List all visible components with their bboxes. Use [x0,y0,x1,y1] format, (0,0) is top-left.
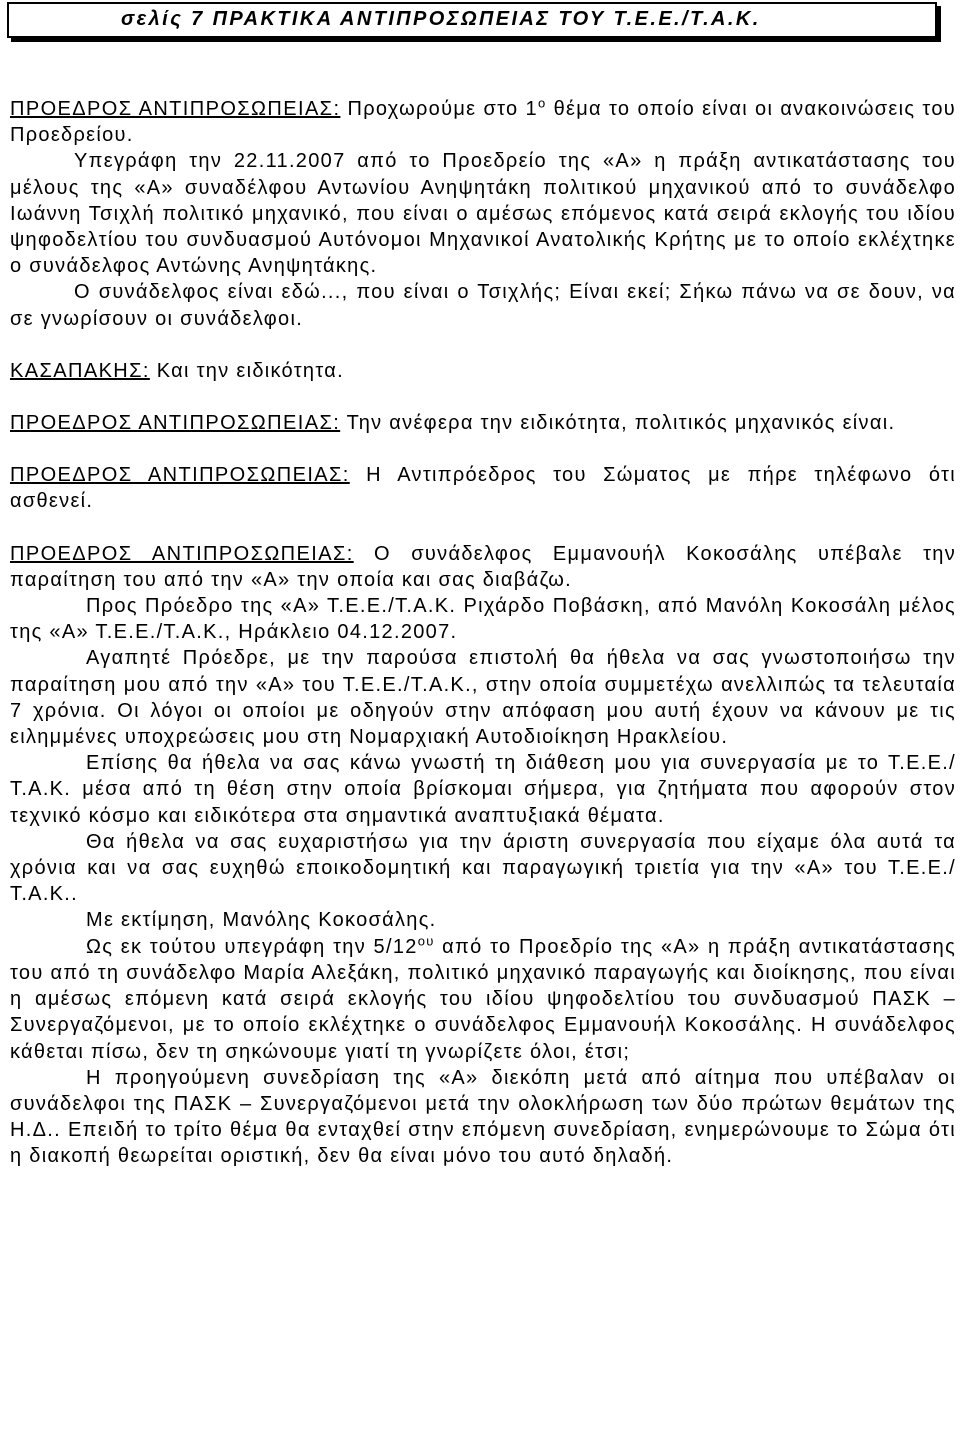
paragraph [10,358,956,384]
speaker-label: ΠΡΟΕΔΡΟΣ ΑΝΤΙΠΡΟΣΩΠΕΙΑΣ: [10,542,354,565]
paragraph: Προς Πρόεδρο της «Α» Τ.Ε.Ε./Τ.Α.Κ. Ριχάρδο Πoβάσκη, από Μανόλη Κοκοσάλη μέλος της «Α» Τ.Ε.Ε./Τ.Α.Κ., Ηράκλειο 04.12.2007. [10,595,956,644]
paragraph: Η προηγούμενη συνεδρίαση της «Α» διεκόπη μετά από αίτημα που υπέβαλαν οι συνάδελφοι της ΠΑΣΚ – Συνεργαζόμενοι μετά την ολοκλήρωση των δύο πρώτων θεμάτων της Η.Δ.. Επειδή το τρίτο θέμα θα ενταχθεί στην επόμενη συνεδρίαση, ενημερώνουμε το Σώμα ότι η διακοπή θεωρείται οριστική, δεν θα είναι μόνο του αυτό δηλαδή. [10,1066,956,1168]
paragraph-text: από το Προεδρίο της «Α» η πράξη αντικατάστασης του από τη συνάδελφο Μαρία Αλεξάκη, πολιτικό μηχανικό παραγωγής και διοίκησης, που είναι η αμέσως επόμενη κατά σειρά εκλογής του ιδίου ψηφοδελτίου του συνδυασμού ΠΑΣΚ – Συνεργαζόμενοι, με το οποίο εκλέχτηκε ο συνάδελφος Εμμανουήλ Κοκοσάλης. Η συνάδελφος κάθεται πίσω, δεν τη σηκώνουμε γιατί τη γνωρίζετε όλοι, έτσι; [10,935,957,1063]
paragraph-text: Ως εκ τούτου υπεγράφη την 5/12 [86,935,418,958]
superscript: ου [417,933,435,949]
paragraph [10,96,956,148]
paragraph: Υπεγράφη την 22.11.2007 από το Προεδρείο της «Α» η πράξη αντικατάστασης του μέλους της «Α» συναδέλφου Αντωνίου Ανηψητάκη πολιτικού μηχανικού από το συνάδελφο Ιωάννη Τσιχλή πολιτικό μηχανικό, που είναι ο αμέσως επόμενος κατά σειρά εκλογής του ιδίου ψηφοδελτίου του συνδυασμού Αυτόνομοι Μηχανικοί Ανατολικής Κρήτης με το οποίο εκλέχτηκε ο συνάδελφος Αντώνης Ανηψητάκης. [10,150,956,278]
paragraph-text: θέμα το οποίο είναι οι ανακοινώσεις του Προεδρείου. [10,98,956,147]
speaker-label: ΠΡΟΕΔΡΟΣ ΑΝΤΙΠΡΟΣΩΠΕΙΑΣ: [10,464,350,487]
paragraph: Αγαπητέ Πρόεδρε, με την παρούσα επιστολή θα ήθελα να σας γνωστοποιήσω την παραίτηση μου από την «Α» του Τ.Ε.Ε./Τ.Α.Κ., στην οποία συμμετέχω ανελλιπώς τα τελευταία 7 χρόνια. Οι λόγοι οι οποίοι με οδηγούν στην απόφαση μου αυτή έχουν να κάνουν με τις ειλημμένες υποχρεώσεις μου στη Νομαρχιακή Αυτοδιοίκηση Ηρακλείου. [10,647,956,749]
paragraph: Επίσης θα ήθελα να σας κάνω γνωστή τη διάθεση μου για συνεργασία με το Τ.Ε.Ε./Τ.Α.Κ. μέσα από τη θέση στην οποία βρίσκομαι σήμερα, για ζητήματα που αφορούν στον τεχνικό κόσμο και ειδικότερα στα σημαντικά αναπτυξιακά θέματα. [10,752,956,827]
page-header [7,2,937,38]
paragraph: Ο συνάδελφος είναι εδώ..., που είναι ο Τσιχλής; Είναι εκεί; Σήκω πάνω να σε δουν, να σε γνωρίσουν οι συνάδελφοι. [10,281,956,330]
document-body [10,96,956,1170]
paragraph: Θα ήθελα να σας ευχαριστήσω για την άριστη συνεργασία που είχαμε όλα αυτά τα χρόνια και να σας ευχηθώ εποικοδομητική και παραγωγική τριετία για την «Α» του Τ.Ε.Ε./Τ.Α.Κ.. [10,830,956,906]
speaker-label: ΚΑΣΑΠΑΚΗΣ: [10,359,150,382]
paragraph [10,541,956,593]
paragraph [10,462,956,514]
speaker-label: ΠΡΟΕΔΡΟΣ ΑΝΤΙΠΡΟΣΩΠΕΙΑΣ: [10,412,341,435]
paragraph-text: Ο συνάδελφος Εμμανουήλ Κοκοσάλης υπέβαλε την παραίτηση του από την «Α» την οποία και σας διαβάζω. [10,542,956,591]
paragraph [10,934,956,1065]
paragraph-text: Και την ειδικότητα. [149,359,344,382]
paragraph-text: Την ανέφερα την ειδικότητα, πολιτικός μηχανικός είναι. [340,412,896,435]
superscript: ο [537,95,547,111]
paragraph-text: Προχωρούμε στο 1 [340,98,538,120]
speaker-label: ΠΡΟΕΔΡΟΣ ΑΝΤΙΠΡΟΣΩΠΕΙΑΣ: [10,98,341,120]
paragraph: Με εκτίμηση, Μανόλης Κοκοσάλης. [86,909,437,932]
header-title: σελίς 7 ΠΡΑΚΤΙΚΑ ΑΝΤΙΠΡΟΣΩΠΕΙΑΣ ΤΟΥ Τ.Ε.Ε./Τ.Α.Κ. [121,8,761,30]
paragraph [10,410,956,436]
paragraph-text: Η Αντιπρόεδρος του Σώματος με πήρε τηλέφωνο ότι ασθενεί. [10,464,956,513]
